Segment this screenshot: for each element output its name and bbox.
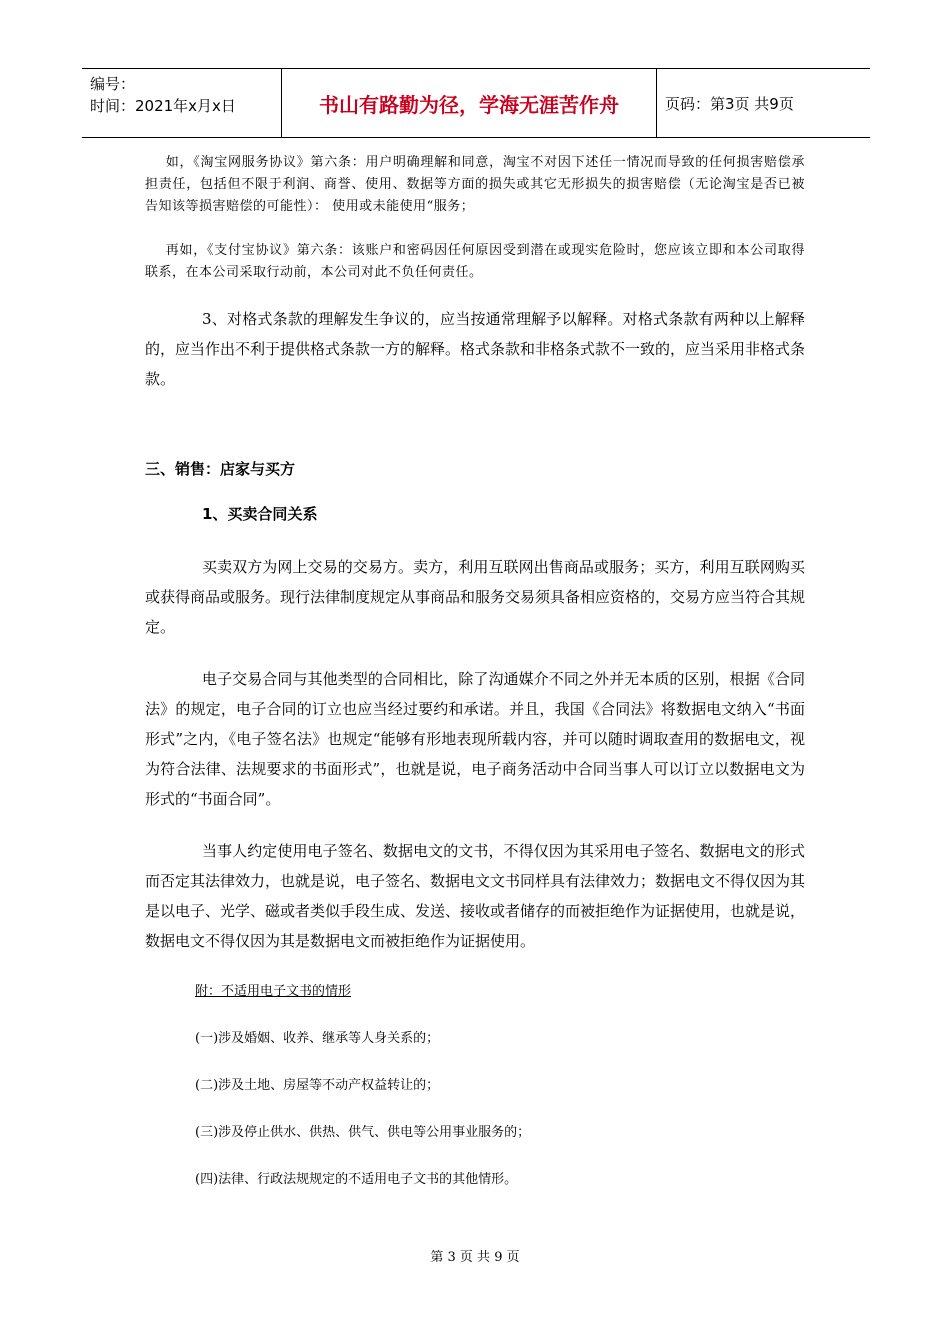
- section-heading: 三、销售：店家与买方: [145, 460, 296, 478]
- sub-heading: 1、买卖合同关系: [202, 505, 318, 523]
- header-motto: 书山有路勤为径，学海无涯苦作舟: [282, 69, 657, 137]
- document-time-label: 时间：2021年x月x日: [90, 97, 236, 115]
- paragraph-trading-parties: 买卖双方为网上交易的交易方。卖方，利用互联网出售商品或服务；买方，利用互联网购买或获得商品或服务。现行法律制度规定从事商品和服务交易须具备相应资格的，交易方应当符合其规定。: [145, 558, 806, 636]
- paragraph-electronic-contract: 电子交易合同与其他类型的合同相比，除了沟通媒介不同之外并无本质的区别，根据《合同法》的规定，电子合同的订立也应当经过要约和承诺。并且，我国《合同法》将数据电文纳入“书面形式”之内，《电子签名法》也规定“能够有形地表现所载内容，并可以随时调取查用的数据电文，视为符合法律、法规要求的书面形式”，也就是说，电子商务活动中合同当事人可以订立以数据电文为形式的“书面合同”。: [145, 670, 805, 808]
- appendix-item: (三)涉及停止供水、供热、供气、供电等公用事业服务的；: [195, 1125, 531, 1140]
- document-body: [145, 152, 805, 1187]
- appendix-item: (四)法律、行政法规规定的不适用电子文书的其他情形。: [195, 1172, 518, 1187]
- document-number-label: 编号：: [90, 75, 136, 93]
- appendix-item: (一)涉及婚姻、收养、继承等人身关系的；: [195, 1031, 440, 1046]
- paragraph-format-clause: 3、对格式条款的理解发生争议的，应当按通常理解予以解释。对格式条款有两种以上解释的，应当作出不利于提供格式条款一方的解释。格式条款和非格条式款不一致的，应当采用非格式条款。: [145, 310, 806, 388]
- page-footer: 第 3 页 共 9 页: [430, 1250, 520, 1265]
- header-page-code: 页码：第3页 共9页: [665, 94, 794, 113]
- appendix-item: (二)涉及土地、房屋等不动产权益转让的；: [195, 1078, 440, 1093]
- page-header: [82, 68, 870, 138]
- paragraph-taobao-clause: 如，《淘宝网服务协议》第六条：用户明确理解和同意，淘宝不对因下述任一情况而导致的任何损害赔偿承担责任，包括但不限于利润、商誉、使用、数据等方面的损失或其它无形损失的损害赔偿（无论淘宝是否已被告知该等损害赔偿的可能性）： 使用或未能使用“服务；: [145, 155, 805, 214]
- paragraph-electronic-signature: 当事人约定使用电子签名、数据电文的文书，不得仅因为其采用电子签名、数据电文的形式而否定其法律效力，也就是说，电子签名、数据电文文书同样具有法律效力；数据电文不得仅因为其是以电子、光学、磁或者类似手段生成、发送、接收或者储存的而被拒绝作为证据使用，也就是说，数据电文不得仅因为其是数据电文而被拒绝作为证据使用。: [145, 842, 806, 950]
- paragraph-alipay-clause: 再如，《支付宝协议》第六条：该账户和密码因任何原因受到潜在或现实危险时，您应该立即和本公司取得联系，在本公司采取行动前，本公司对此不负任何责任。: [145, 243, 805, 280]
- header-meta: [82, 69, 282, 137]
- appendix-title: 附：不适用电子文书的情形: [195, 984, 352, 999]
